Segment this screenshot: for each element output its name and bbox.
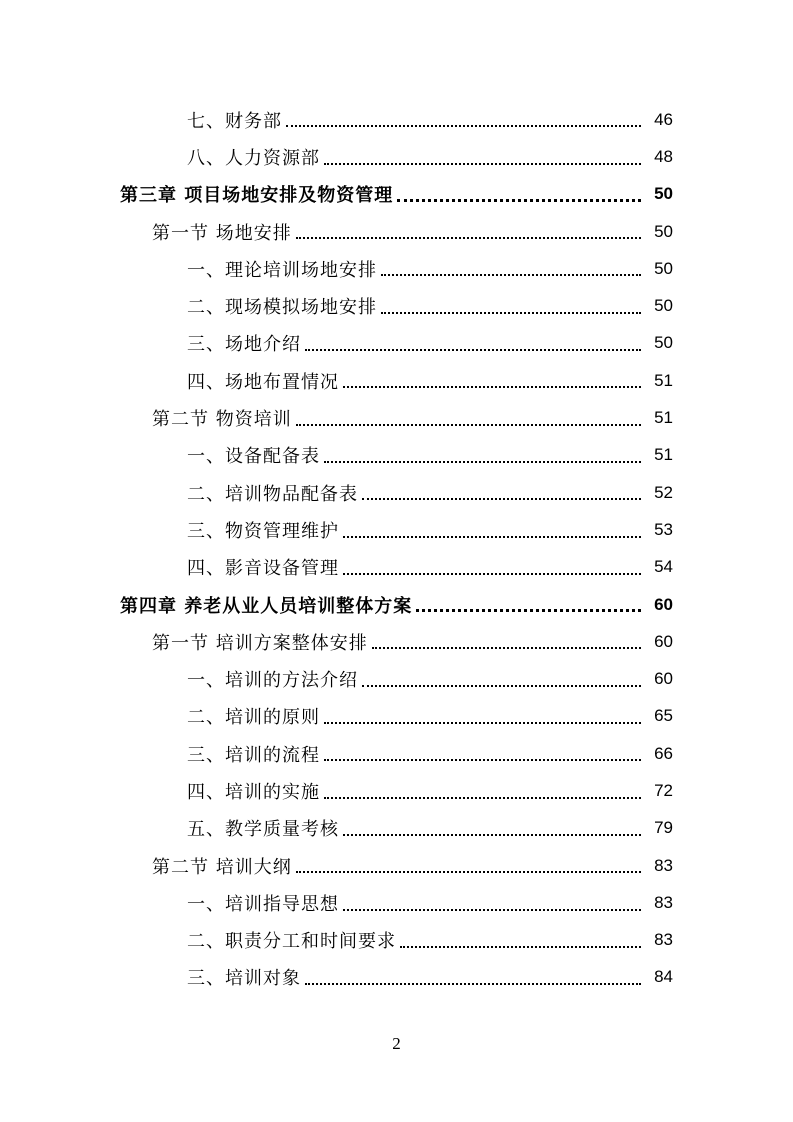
toc-entry-label: 第一节 场地安排	[152, 219, 294, 245]
toc-entry[interactable]	[0, 660, 793, 697]
dot-leader	[343, 535, 641, 538]
dot-leader	[343, 833, 641, 836]
toc-entry[interactable]	[0, 549, 793, 586]
toc-entry-label: 二、培训物品配备表	[187, 480, 360, 506]
toc-entry[interactable]	[0, 250, 793, 287]
toc-entry-page: 54	[654, 557, 673, 577]
toc-entry[interactable]	[0, 735, 793, 772]
table-of-contents	[0, 101, 793, 996]
toc-entry[interactable]	[0, 138, 793, 175]
toc-entry[interactable]	[0, 511, 793, 548]
dot-leader	[324, 796, 641, 799]
dot-leader	[296, 870, 641, 873]
toc-entry-label: 二、职责分工和时间要求	[187, 927, 398, 953]
toc-entry-page: 50	[654, 184, 673, 204]
toc-entry-label: 三、场地介绍	[187, 330, 303, 356]
toc-entry-label: 三、物资管理维护	[187, 517, 341, 543]
toc-entry[interactable]	[0, 287, 793, 324]
toc-entry-label: 第一节 培训方案整体安排	[152, 629, 370, 655]
toc-section-entry[interactable]	[0, 847, 793, 884]
toc-entry-page: 52	[654, 482, 673, 502]
toc-entry-label: 一、设备配备表	[187, 442, 322, 468]
dot-leader	[286, 124, 641, 127]
toc-section-entry[interactable]	[0, 623, 793, 660]
dot-leader	[324, 758, 641, 761]
toc-entry-page: 50	[654, 333, 673, 353]
toc-chapter-entry[interactable]	[0, 176, 793, 213]
dot-leader	[381, 273, 641, 276]
toc-entry-label: 四、培训的实施	[187, 778, 322, 804]
page-number: 2	[392, 1034, 401, 1053]
dot-leader	[305, 348, 641, 351]
dot-leader	[343, 572, 641, 575]
toc-entry-label: 三、培训的流程	[187, 741, 322, 767]
toc-entry-page: 53	[654, 519, 673, 539]
toc-entry-page: 50	[654, 221, 673, 241]
toc-entry-label: 二、培训的原则	[187, 703, 322, 729]
toc-entry-page: 60	[654, 631, 673, 651]
toc-section-entry[interactable]	[0, 399, 793, 436]
toc-entry-page: 65	[654, 706, 673, 726]
dot-leader	[381, 311, 641, 314]
toc-entry-page: 60	[654, 669, 673, 689]
dot-leader	[324, 162, 641, 165]
toc-chapter-entry[interactable]	[0, 586, 793, 623]
toc-entry[interactable]	[0, 101, 793, 138]
dot-leader	[296, 423, 641, 426]
toc-entry-label: 二、现场模拟场地安排	[187, 293, 379, 319]
toc-entry[interactable]	[0, 437, 793, 474]
toc-entry-label: 第三章 项目场地安排及物资管理	[120, 181, 395, 207]
toc-entry[interactable]	[0, 959, 793, 996]
toc-entry-page: 83	[654, 930, 673, 950]
toc-entry-page: 50	[654, 258, 673, 278]
toc-entry-label: 三、培训对象	[187, 964, 303, 990]
toc-entry-page: 50	[654, 296, 673, 316]
dot-leader	[372, 646, 641, 649]
toc-entry[interactable]	[0, 810, 793, 847]
dot-leader	[397, 198, 641, 202]
toc-entry-page: 46	[654, 109, 673, 129]
toc-entry-label: 七、财务部	[187, 107, 284, 133]
dot-leader	[296, 236, 641, 239]
toc-entry-page: 84	[654, 967, 673, 987]
toc-entry-label: 四、场地布置情况	[187, 368, 341, 394]
dot-leader	[305, 982, 641, 985]
toc-entry-page: 48	[654, 146, 673, 166]
dot-leader	[324, 460, 641, 463]
toc-entry[interactable]	[0, 922, 793, 959]
toc-entry-page: 51	[654, 370, 673, 390]
toc-entry-label: 一、培训的方法介绍	[187, 666, 360, 692]
toc-entry-page: 79	[654, 818, 673, 838]
dot-leader	[343, 908, 641, 911]
toc-entry[interactable]	[0, 698, 793, 735]
dot-leader	[416, 608, 641, 612]
toc-entry-label: 四、影音设备管理	[187, 554, 341, 580]
toc-entry-page: 66	[654, 743, 673, 763]
toc-entry-page: 72	[654, 780, 673, 800]
dot-leader	[400, 945, 641, 948]
dot-leader	[343, 385, 641, 388]
toc-entry[interactable]	[0, 884, 793, 921]
toc-entry-label: 第二节 物资培训	[152, 405, 294, 431]
toc-entry-label: 第二节 培训大纲	[152, 853, 294, 879]
toc-entry-page: 83	[654, 855, 673, 875]
toc-entry-label: 一、培训指导思想	[187, 890, 341, 916]
toc-entry-page: 83	[654, 892, 673, 912]
toc-entry-label: 一、理论培训场地安排	[187, 256, 379, 282]
dot-leader	[362, 684, 641, 687]
toc-entry[interactable]	[0, 325, 793, 362]
toc-entry-label: 八、人力资源部	[187, 144, 322, 170]
toc-entry-label: 第四章 养老从业人员培训整体方案	[120, 592, 414, 618]
toc-entry-label: 五、教学质量考核	[187, 815, 341, 841]
toc-entry-page: 51	[654, 408, 673, 428]
toc-section-entry[interactable]	[0, 213, 793, 250]
toc-entry[interactable]	[0, 474, 793, 511]
toc-entry-page: 51	[654, 445, 673, 465]
toc-entry-page: 60	[654, 594, 673, 614]
toc-entry[interactable]	[0, 362, 793, 399]
dot-leader	[362, 497, 641, 500]
dot-leader	[324, 721, 641, 724]
toc-entry[interactable]	[0, 772, 793, 809]
